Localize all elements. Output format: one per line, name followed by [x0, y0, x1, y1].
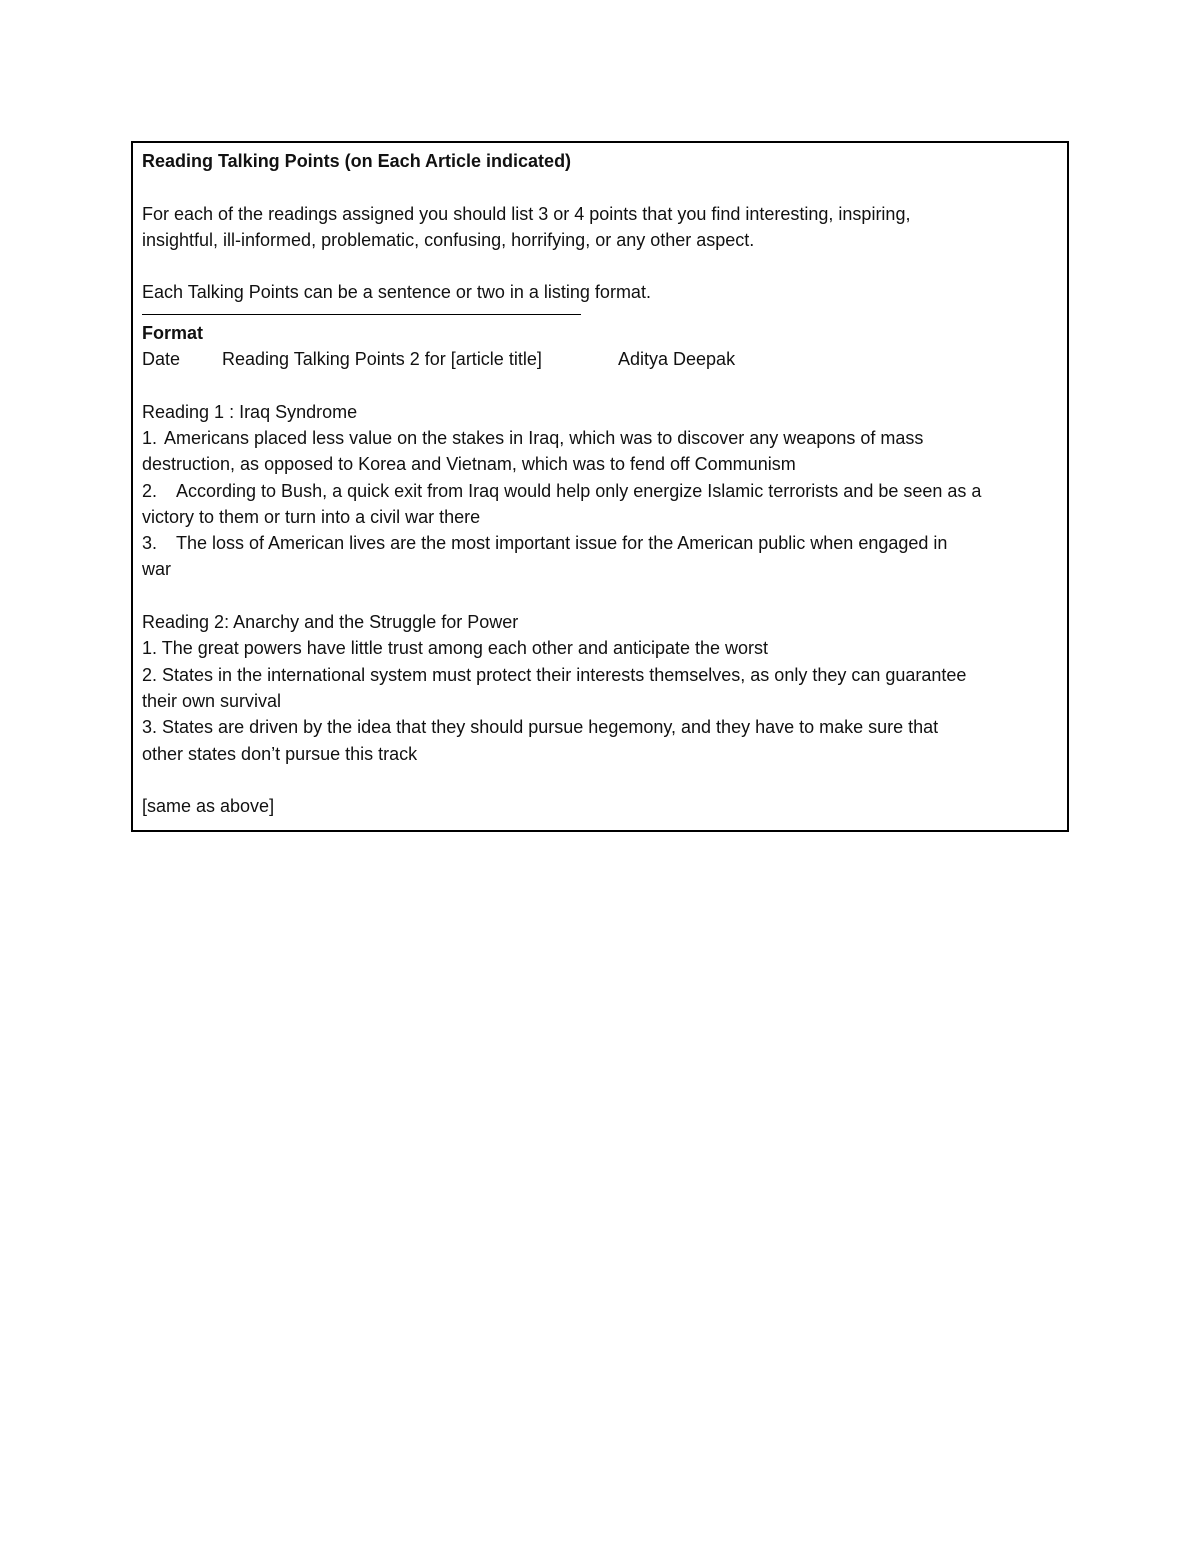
reading1-point-1 — [142, 425, 1057, 451]
point-text: The great powers have little trust among each other and anticipate the worst — [161, 638, 769, 659]
format-heading: Format — [142, 322, 204, 343]
point-number: 1. — [142, 638, 158, 659]
reading1-point-2 — [142, 478, 1057, 504]
reading1-point-1-cont: destruction, as opposed to Korea and Vietnam, which was to fend off Communism — [142, 454, 796, 475]
reading2-point-1 — [142, 635, 1057, 661]
point-number: 2. — [142, 664, 158, 685]
reading2-point-3 — [142, 714, 1057, 740]
divider — [142, 314, 581, 315]
format-author: Aditya Deepak — [618, 349, 736, 370]
spacer — [142, 767, 1057, 793]
instructions-line-1: For each of the readings assigned you should list 3 or 4 points that you find interesting, inspiring, — [142, 203, 911, 224]
spacer — [142, 253, 1057, 279]
point-text: According to Bush, a quick exit from Iraq would help only energize Islamic terrorists and be seen as a — [176, 480, 982, 501]
format-note: Each Talking Points can be a sentence or two in a listing format. — [142, 282, 651, 303]
point-number: 1. — [142, 427, 158, 448]
format-date: Date — [142, 349, 181, 370]
footer-note: [same as above] — [142, 796, 275, 817]
reading2-heading: Reading 2: Anarchy and the Struggle for Power — [142, 612, 519, 633]
format-row — [142, 346, 1057, 372]
point-text: Americans placed less value on the stakes in Iraq, which was to discover any weapons of mass — [164, 427, 924, 448]
talking-points-box — [131, 141, 1069, 832]
reading2-point-3-cont: other states don’t pursue this track — [142, 743, 418, 764]
reading1-heading: Reading 1 : Iraq Syndrome — [142, 401, 358, 422]
instructions-line-2: insightful, ill-informed, problematic, confusing, horrifying, or any other aspect. — [142, 229, 755, 250]
reading1-point-3 — [142, 530, 1057, 556]
point-number: 3. — [142, 533, 158, 554]
point-text: The loss of American lives are the most important issue for the American public when engaged in — [176, 533, 948, 554]
reading2-point-2-cont: their own survival — [142, 690, 282, 711]
spacer — [142, 174, 1057, 200]
point-text: States are driven by the idea that they should pursue hegemony, and they have to make sure that — [162, 717, 939, 738]
spacer — [142, 583, 1057, 609]
reading1-point-2-cont: victory to them or turn into a civil war there — [142, 506, 481, 527]
format-title: Reading Talking Points 2 for [article title] — [222, 349, 542, 370]
spacer — [142, 372, 1057, 398]
point-number: 3. — [142, 717, 158, 738]
point-text: States in the international system must protect their interests themselves, as only they can guarantee — [162, 664, 967, 685]
document-title: Reading Talking Points (on Each Article indicated) — [142, 151, 572, 171]
point-number: 2. — [142, 480, 158, 501]
reading1-point-3-cont: war — [142, 559, 172, 580]
reading2-point-2 — [142, 662, 1057, 688]
